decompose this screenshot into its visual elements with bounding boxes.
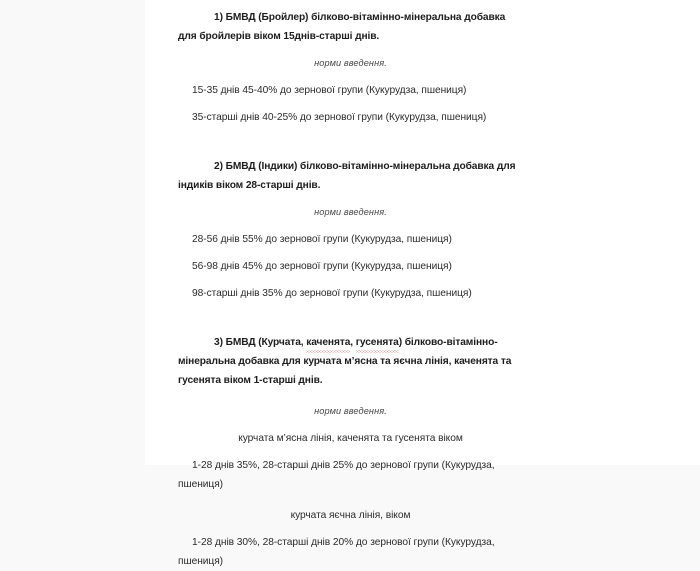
- spacer: [178, 0, 523, 8]
- document-text-column: [178, 0, 523, 571]
- section-1-heading-text: БМВД (Бройлер) білково-вітамінно-мінеральна добавка для бройлерів віком 15днів-старші днів.: [178, 12, 506, 42]
- section-3-subgroup-1-caption: курчата м’ясна лінія, каченята та гусенята віком: [238, 433, 463, 444]
- spacer: [178, 222, 523, 230]
- section-2-item-1: 28-56 днів 55% до зернової групи (Кукурудза, пшениця): [192, 234, 452, 245]
- section-3-heading-part-3: ) білково-вітамінно-мінеральна добавка для курчата м’ясна та яєчна лінія, каченята та гусенята віком 1-старші днів.: [178, 337, 512, 386]
- spacer: [178, 46, 523, 54]
- spacer: [178, 448, 523, 456]
- spacer: [178, 494, 523, 506]
- section-3-norms-label: норми введення.: [314, 406, 387, 416]
- section-3-subgroup-1-item: 1-28 днів 35%, 28-старші днів 25% до зернової групи (Кукурудза, пшениця): [178, 460, 495, 490]
- document-page: [145, 0, 700, 567]
- spacer: [178, 73, 523, 81]
- spellcheck-word-husenyata: гусенята: [356, 333, 399, 352]
- section-2-number: 2): [214, 161, 223, 172]
- section-2-heading-text: БМВД (Індики) білково-вітамінно-мінеральна добавка для індиків віком 28-старші днів.: [178, 161, 516, 191]
- spacer: [178, 525, 523, 533]
- spacer: [178, 303, 523, 333]
- section-2-item-2: 56-98 днів 45% до зернової групи (Кукурудза, пшениця): [192, 261, 452, 272]
- spacer: [178, 195, 523, 203]
- spacer: [178, 276, 523, 284]
- section-1-heading: [178, 8, 523, 46]
- spacer: [178, 390, 523, 402]
- spacer: [178, 249, 523, 257]
- section-1-norms-label: норми введення.: [314, 58, 387, 68]
- section-3-heading-part-2: ,: [350, 337, 356, 348]
- section-3-number: 3): [214, 337, 223, 348]
- section-3-heading-part-1: БМВД (Курчата,: [225, 337, 307, 348]
- section-2-heading: [178, 157, 523, 195]
- section-1-number: 1): [214, 12, 223, 23]
- spacer: [178, 100, 523, 108]
- section-1-item-1: 15-35 днів 45-40% до зернової групи (Кукурудза, пшениця): [192, 85, 467, 96]
- section-1-item-2: 35-старші днів 40-25% до зернової групи (Кукурудза, пшениця): [192, 112, 487, 123]
- spacer: [178, 127, 523, 157]
- section-3-subgroup-2-item: 1-28 днів 30%, 28-старші днів 20% до зернової групи (Кукурудза, пшениця): [178, 537, 495, 567]
- section-2-norms-label: норми введення.: [314, 207, 387, 217]
- section-3-subgroup-2-caption: курчата яєчна лінія, віком: [290, 510, 411, 521]
- spacer: [178, 421, 523, 429]
- spellcheck-word-kachenyata: каченята: [306, 333, 350, 352]
- section-3-heading: [178, 333, 523, 390]
- section-2-item-3: 98-старші днів 35% до зернової групи (Кукурудза, пшениця): [192, 288, 472, 299]
